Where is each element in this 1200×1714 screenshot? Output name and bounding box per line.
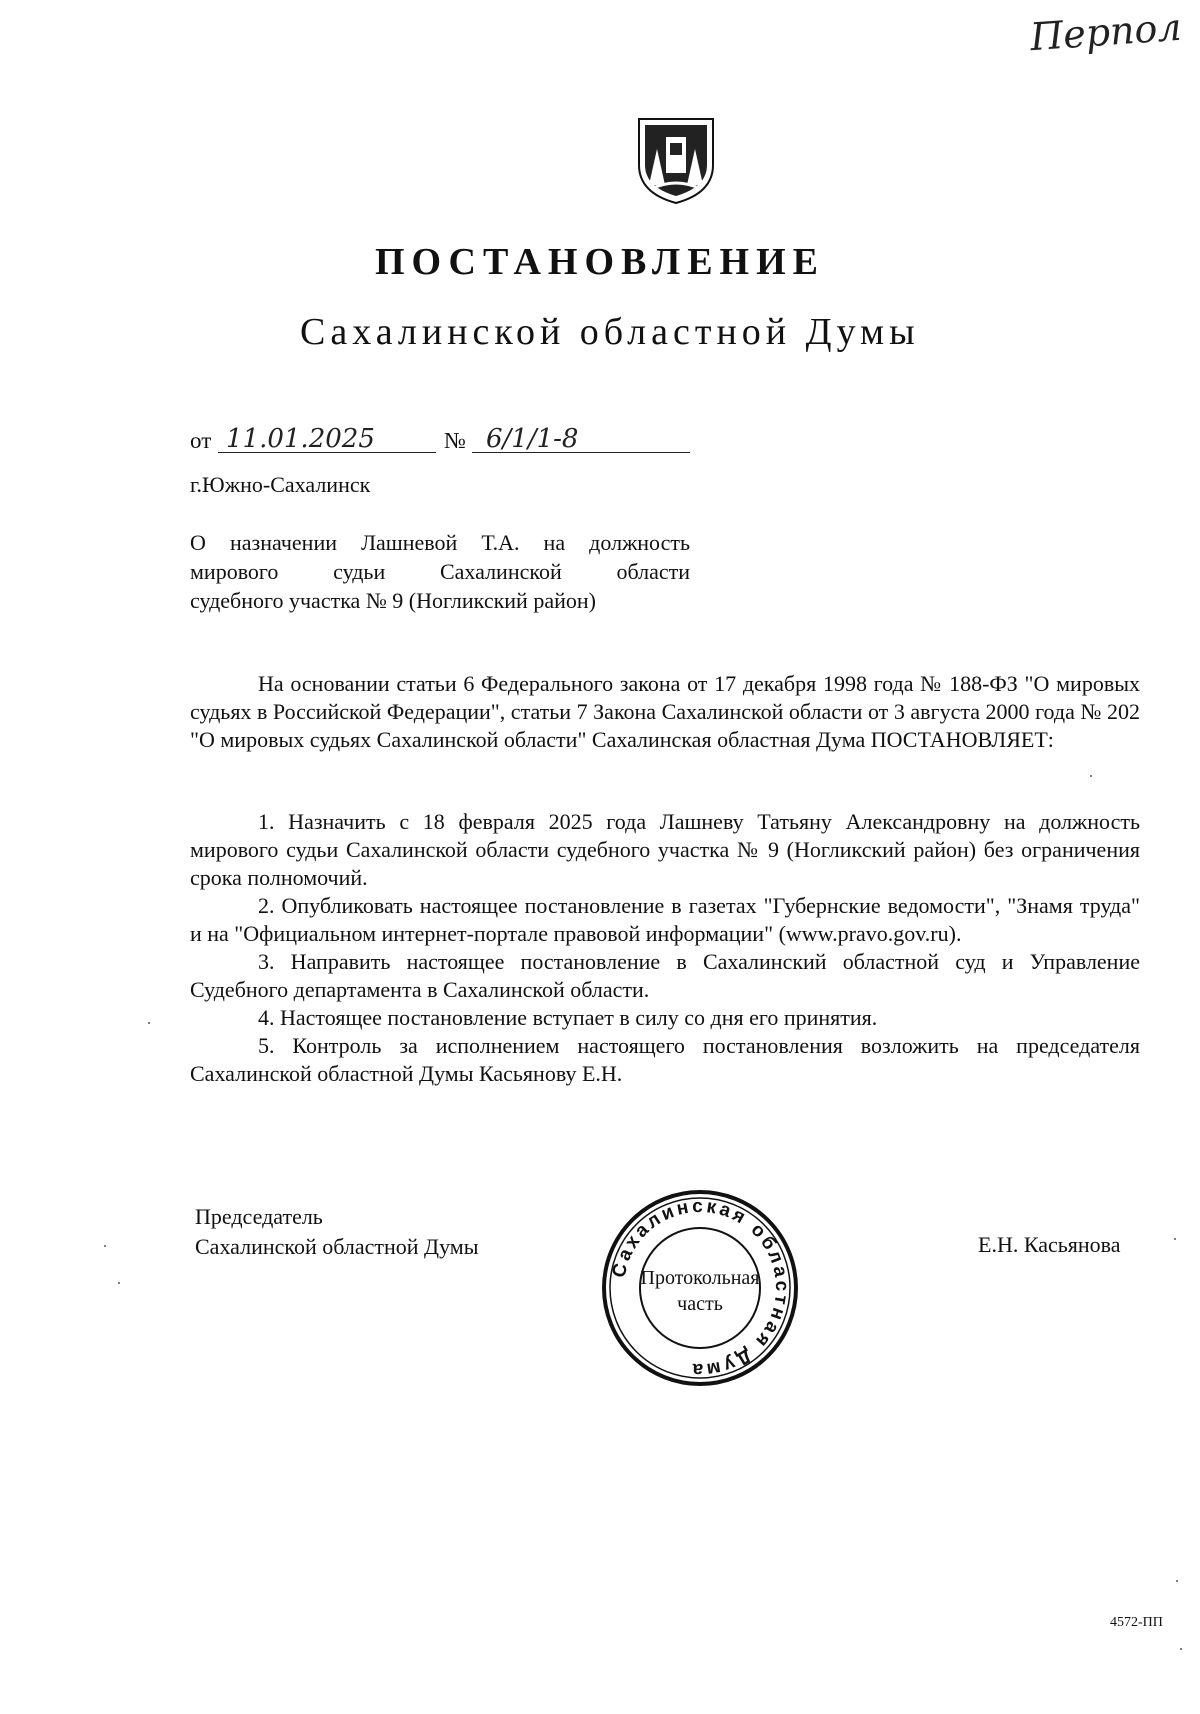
number-label: №: [444, 428, 466, 453]
signatory-title: [195, 1202, 478, 1262]
date-underline: [218, 424, 436, 453]
official-stamp: [600, 1188, 800, 1388]
scan-speck: [104, 1245, 106, 1247]
stamp-center-line: Протокольная: [640, 1267, 760, 1289]
scan-speck: [1180, 1648, 1182, 1650]
subject-block: [190, 528, 690, 615]
handwritten-mark: Перпол: [1028, 4, 1183, 60]
signatory-name: Е.Н. Касьянова: [978, 1232, 1121, 1257]
preamble-paragraph: На основании статьи 6 Федерального закона от 17 декабря 1998 года № 188-ФЗ "О мировых судьях в Российской Федерации", статьи 7 Закона Сахалинской области от 3 августа 2000 года № 202 "О мировых судьях Сахалинской области" Сахалинская областная Дума ПОСТАНОВЛЯЕТ:: [190, 671, 1140, 752]
scan-speck: [148, 1022, 150, 1024]
scan-speck: [1090, 775, 1092, 777]
document-subtitle: Сахалинской областной Думы: [300, 311, 920, 353]
resolution-item: 5. Контроль за исполнением настоящего постановления возложить на председателя Сахалинской областной Думы Касьянову Е.Н.: [190, 1033, 1140, 1086]
coat-of-arms-icon: [635, 115, 717, 205]
subject-line: мирового судьи Сахалинской области: [190, 559, 690, 584]
scan-speck: [1176, 1580, 1178, 1582]
resolution-item: 4. Настоящее постановление вступает в силу со дня его принятия.: [258, 1005, 878, 1030]
stamp-center-line: часть: [677, 1293, 723, 1315]
city-name: г.Южно-Сахалинск: [190, 472, 371, 497]
signatory-title-line: Сахалинской областной Думы: [195, 1234, 479, 1259]
resolution-item: 1. Назначить с 18 февраля 2025 года Лашневу Татьяну Александровну на должность мирового судьи Сахалинской области судебного участка № 9 (Ногликский район) без ограничения срока полномочий.: [190, 809, 1140, 890]
resolution-item: 3. Направить настоящее постановление в Сахалинский областной суд и Управление Судебного департамента в Сахалинской области.: [190, 949, 1140, 1002]
date-value: 11.01.2025: [226, 424, 375, 454]
subject-line: О назначении Лашневой Т.А. на должность: [190, 530, 690, 555]
signatory-title-line: Председатель: [195, 1204, 323, 1229]
document-code: 4572-ПП: [1110, 1615, 1163, 1630]
date-label: от: [190, 428, 212, 453]
resolution-items: [190, 808, 1140, 1088]
resolution-item: 2. Опубликовать настоящее постановление в газетах "Губернские ведомости", "Знамя труда" и на "Официальном интернет-портале правовой информации" (www.pravo.gov.ru).: [190, 893, 1140, 946]
number-value: 6/1/1-8: [486, 424, 579, 454]
document-title: ПОСТАНОВЛЕНИЕ: [374, 241, 826, 283]
scan-speck: [118, 1282, 120, 1284]
stamp-ring-text: Сахалинская областная Дума: [608, 1195, 793, 1381]
number-underline: [472, 424, 690, 453]
subject-line: судебного участка № 9 (Ногликский район): [190, 588, 596, 613]
scan-speck: [1174, 1238, 1176, 1240]
